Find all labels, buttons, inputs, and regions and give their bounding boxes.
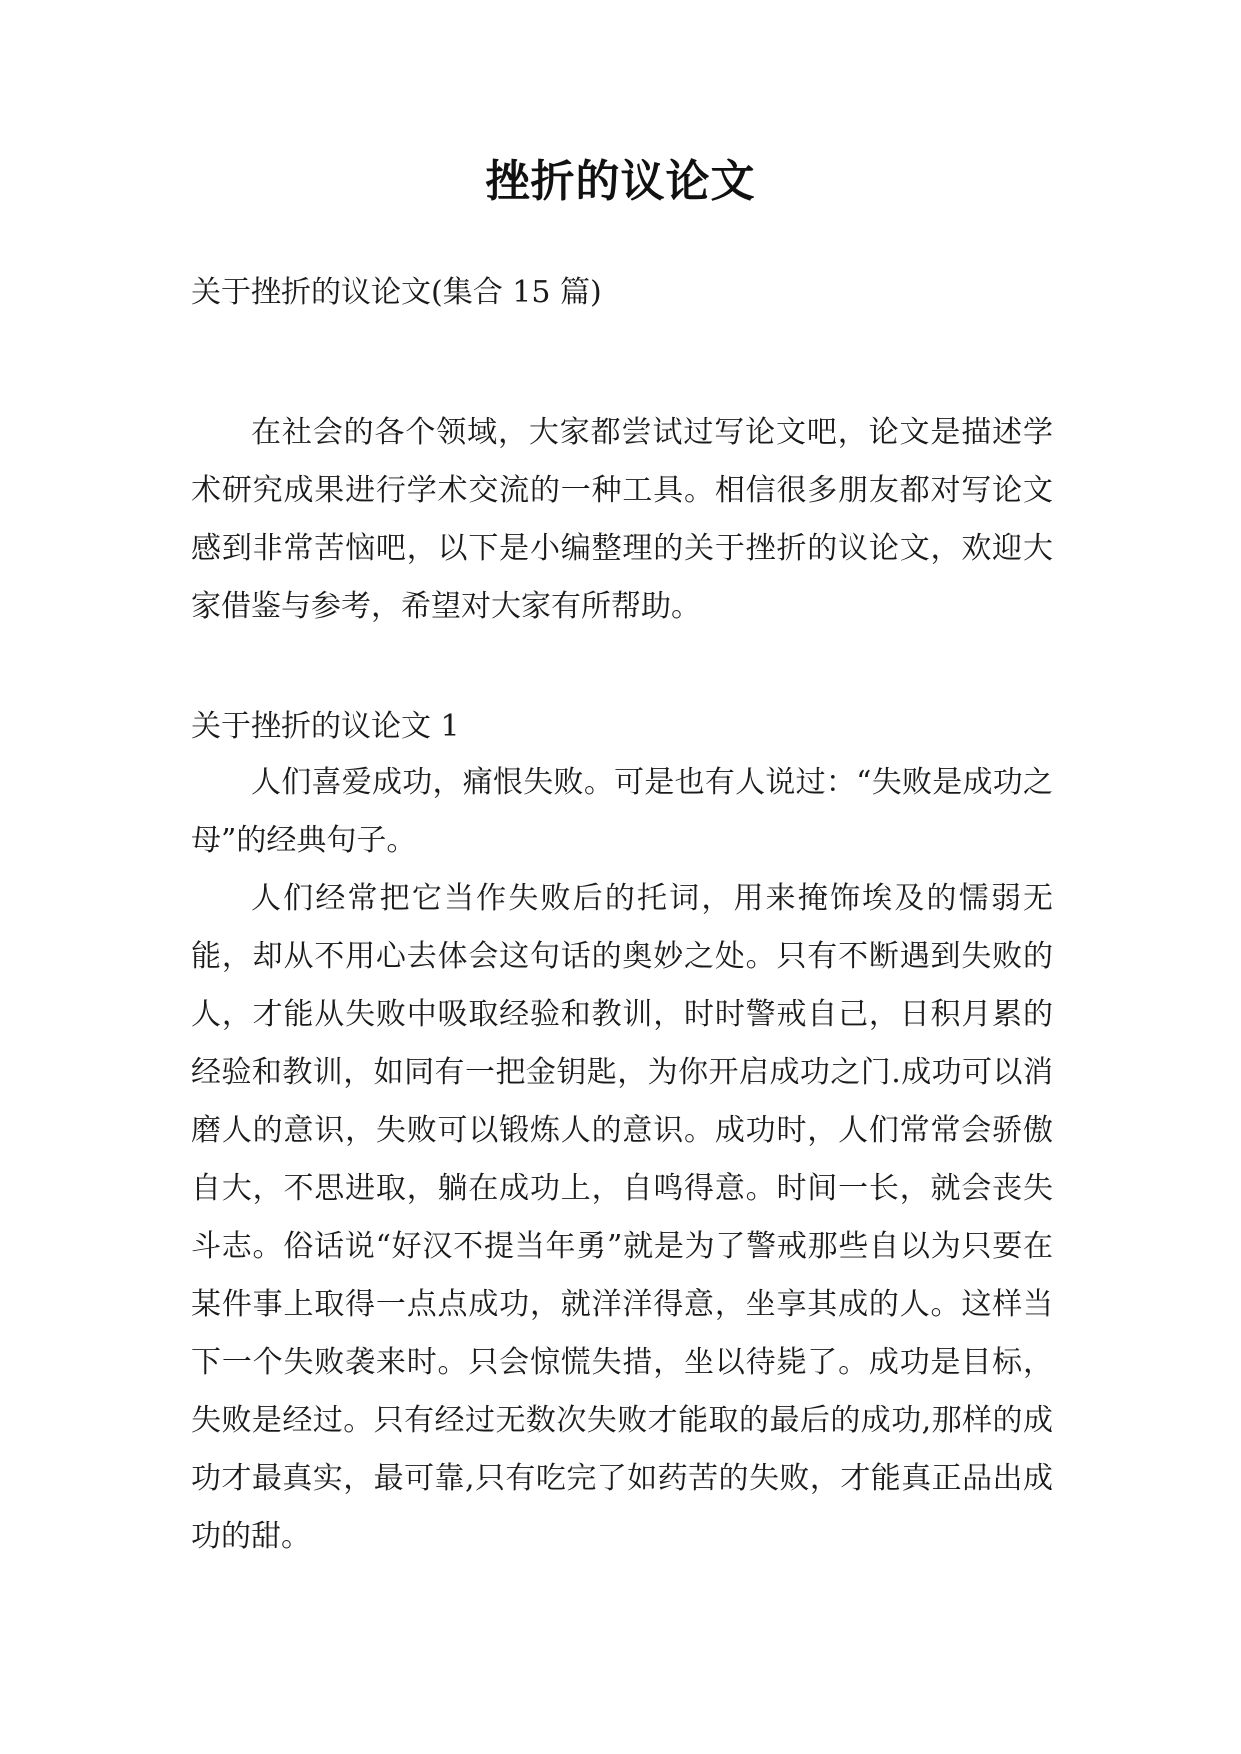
- section-heading: 关于挫折的议论文 1: [191, 709, 460, 744]
- document-subtitle: 关于挫折的议论文(集合 15 篇): [191, 275, 602, 310]
- body-paragraph-1: 人们喜爱成功，痛恨失败。可是也有人说过：“失败是成功之母”的经典句子。: [191, 765, 1053, 858]
- body-paragraph-2: 人们经常把它当作失败后的托词，用来掩饰埃及的懦弱无能，却从不用心去体会这句话的奥妙之处。只有不断遇到失败的人，才能从失败中吸取经验和教训，时时警戒自己，日积月累的经验和教训，如同有一把金钥匙，为你开启成功之门.成功可以消磨人的意识，失败可以锻炼人的意识。成功时，人们常常会骄傲自大，不思进取，躺在成功上，自鸣得意。时间一长，就会丧失斗志。俗话说“好汉不提当年勇”就是为了警戒那些自以为只要在某件事上取得一点点成功，就洋洋得意，坐享其成的人。这样当下一个失败袭来时。只会惊慌失措，坐以待毙了。成功是目标，失败是经过。只有经过无数次失败才能取的最后的成功,那样的成功才最真实，最可靠,只有吃完了如药苦的失败，才能真正品出成功的甜。: [191, 881, 1053, 1554]
- intro-paragraph: 在社会的各个领域，大家都尝试过写论文吧，论文是描述学术研究成果进行学术交流的一种工具。相信很多朋友都对写论文感到非常苦恼吧，以下是小编整理的关于挫折的议论文，欢迎大家借鉴与参考，希望对大家有所帮助。: [191, 415, 1053, 624]
- document-title: 挫折的议论文: [485, 156, 756, 207]
